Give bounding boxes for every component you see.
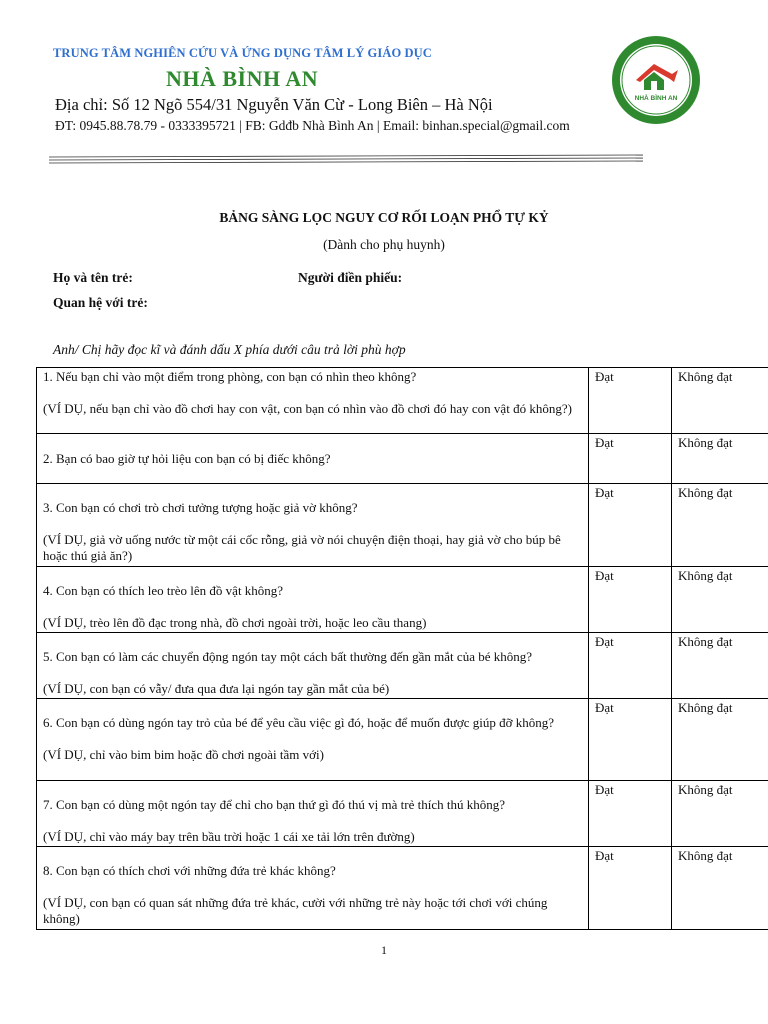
table-row [37, 633, 768, 699]
document-subtitle: (Dành cho phụ huynh) [323, 237, 445, 252]
table-row [37, 847, 768, 930]
logo-text: NHÀ BÌNH AN [634, 95, 678, 102]
filler-label: Người điền phiếu: [298, 270, 403, 285]
question-example: (VÍ DỤ, giả vờ uống nước từ một cái cốc rỗng, giả vờ nói chuyện điện thoại, hay giả vờ cho búp bê hoặc thú giả ăn?) [43, 532, 561, 563]
page-number: 1 [381, 943, 387, 957]
table-row [37, 368, 768, 434]
fail-option[interactable]: Không đạt [672, 847, 768, 930]
fail-option[interactable]: Không đạt [672, 567, 768, 633]
table-row [37, 484, 768, 567]
question-cell [37, 484, 589, 567]
question-text: 3. Con bạn có chơi trò chơi tưởng tượng hoặc giả vờ không? [43, 500, 358, 515]
table-row [37, 781, 768, 847]
fail-option[interactable]: Không đạt [672, 781, 768, 847]
question-example: (VÍ DỤ, con bạn có quan sát những đứa trẻ khác, cười với những trẻ này hoặc tới chơi với chúng không) [43, 895, 548, 926]
header-rule [49, 154, 643, 164]
pass-option[interactable]: Đạt [589, 699, 672, 781]
org-line: TRUNG TÂM NGHIÊN CỨU VÀ ỨNG DỤNG TÂM LÝ GIÁO DỤC [53, 46, 432, 60]
pass-option[interactable]: Đạt [589, 368, 672, 434]
question-text: 7. Con bạn có dùng một ngón tay để chỉ cho bạn thứ gì đó thú vị mà trẻ thích thú không? [43, 797, 505, 812]
brand-name: NHÀ BÌNH AN [166, 66, 319, 91]
fail-option[interactable]: Không đạt [672, 484, 768, 567]
question-example: (VÍ DỤ, con bạn có vẫy/ đưa qua đưa lại ngón tay gần mắt của bé) [43, 681, 390, 696]
question-text: 1. Nếu bạn chỉ vào một điểm trong phòng, con bạn có nhìn theo không? [43, 369, 417, 384]
pass-option[interactable]: Đạt [589, 567, 672, 633]
fail-option[interactable]: Không đạt [672, 633, 768, 699]
pass-option[interactable]: Đạt [589, 484, 672, 567]
question-cell [37, 633, 589, 699]
question-text: 2. Bạn có bao giờ tự hỏi liệu con bạn có bị điếc không? [43, 451, 331, 466]
question-text: 6. Con bạn có dùng ngón tay trỏ của bé để yêu cầu việc gì đó, hoặc để muốn được giúp đỡ không? [43, 715, 555, 730]
question-cell [37, 699, 589, 781]
child-name-label: Họ và tên trẻ: [53, 270, 133, 285]
question-cell [37, 368, 589, 434]
table-row [37, 699, 768, 781]
question-text: 5. Con bạn có làm các chuyển động ngón tay một cách bất thường đến gần mắt của bé không? [43, 649, 532, 664]
document-title: BẢNG SÀNG LỌC NGUY CƠ RỐI LOẠN PHỔ TỰ KỶ [219, 210, 549, 225]
fail-option[interactable]: Không đạt [672, 434, 768, 484]
contact-line: ĐT: 0945.88.78.79 - 0333395721 | FB: Gdđb Nhà Bình An | Email: binhan.special@gmail.com [55, 118, 570, 133]
question-cell [37, 434, 589, 484]
instruction-text: Anh/ Chị hãy đọc kĩ và đánh dấu X phía dưới câu trả lời phù hợp [53, 342, 406, 357]
pass-option[interactable]: Đạt [589, 434, 672, 484]
address-line: Địa chỉ: Số 12 Ngõ 554/31 Nguyễn Văn Cừ - Long Biên – Hà Nội [55, 95, 493, 114]
pass-option[interactable]: Đạt [589, 633, 672, 699]
question-example: (VÍ DỤ, chỉ vào máy bay trên bầu trời hoặc 1 cái xe tải lớn trên đường) [43, 829, 415, 844]
table-row [37, 567, 768, 633]
pass-option[interactable]: Đạt [589, 781, 672, 847]
question-text: 8. Con bạn có thích chơi với những đứa trẻ khác không? [43, 863, 336, 878]
question-cell [37, 847, 589, 930]
organization-logo [610, 34, 702, 126]
question-example: (VÍ DỤ, nếu bạn chỉ vào đồ chơi hay con vật, con bạn có nhìn vào đồ chơi đó hay con vật đó không?) [43, 401, 572, 416]
question-cell [37, 781, 589, 847]
question-cell [37, 567, 589, 633]
question-text: 4. Con bạn có thích leo trèo lên đồ vật không? [43, 583, 284, 598]
question-example: (VÍ DỤ, trèo lên đồ đạc trong nhà, đồ chơi ngoài trời, hoặc leo cầu thang) [43, 615, 427, 630]
question-example: (VÍ DỤ, chỉ vào bim bim hoặc đồ chơi ngoài tầm với) [43, 747, 324, 762]
screening-table [36, 367, 768, 930]
pass-option[interactable]: Đạt [589, 847, 672, 930]
fail-option[interactable]: Không đạt [672, 699, 768, 781]
fail-option[interactable]: Không đạt [672, 368, 768, 434]
relation-label: Quan hệ với trẻ: [53, 295, 148, 310]
table-row [37, 434, 768, 484]
